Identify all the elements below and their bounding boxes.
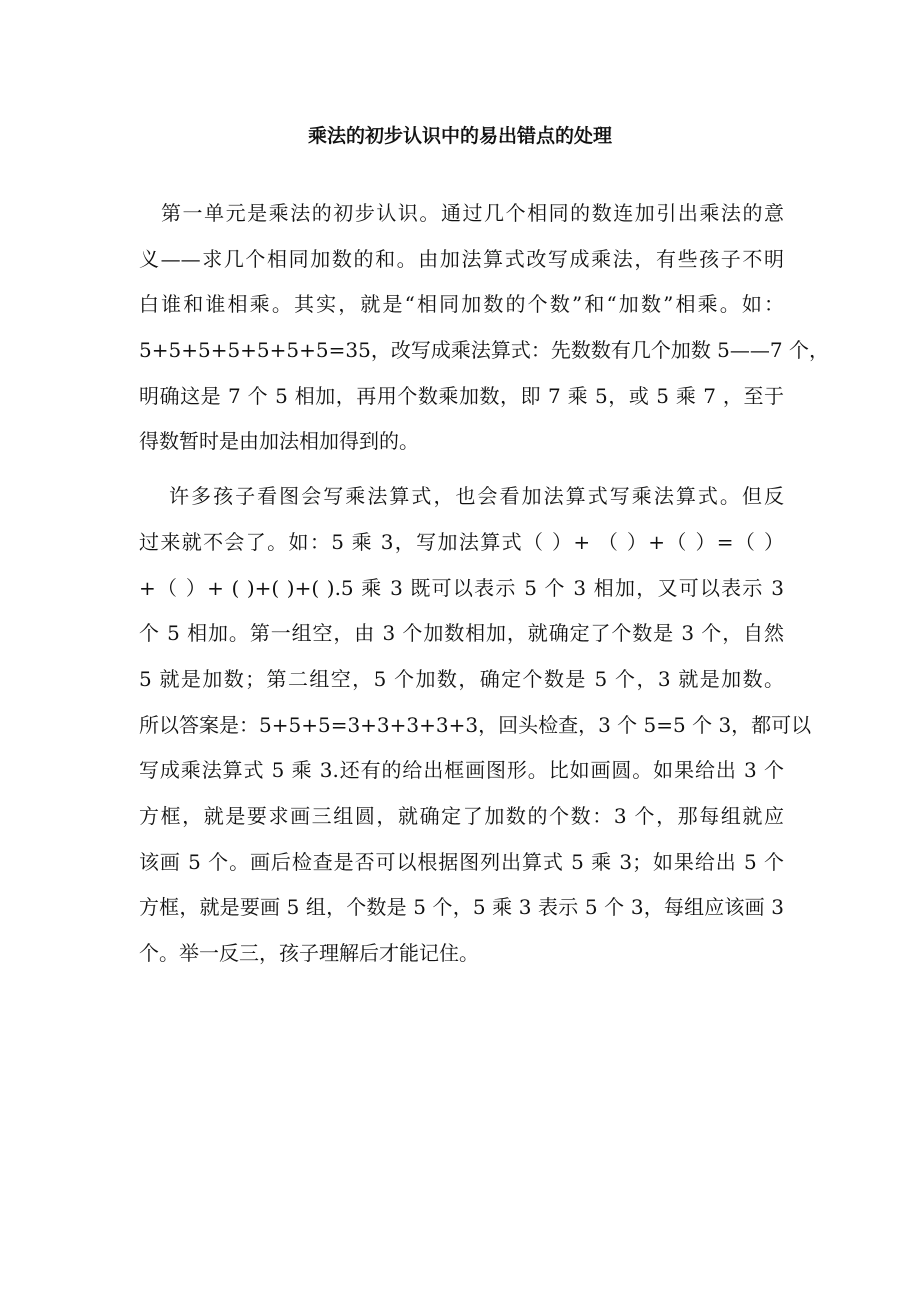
- paragraph-line: 该画 5 个。画后检查是否可以根据图列出算式 5 乘 3；如果给出 5 个: [139, 849, 784, 874]
- paragraph-line: 方框，就是要求画三组圆，就确定了加数的个数：3 个，那每组就应: [139, 803, 784, 828]
- paragraph-line: +（ ）+ ( )+( )+( ).5 乘 3 既可以表示 5 个 3 相加，又可以表示 3: [139, 575, 784, 600]
- paragraph-line: 写成乘法算式 5 乘 3.还有的给出框画图形。比如画圆。如果给出 3 个: [139, 758, 784, 783]
- paragraph-line: 白谁和谁相乘。其实，就是“相同加数的个数”和“加数”相乘。如：: [139, 292, 784, 317]
- paragraph-line: 得数暂时是由加法相加得到的。: [139, 429, 419, 454]
- document-body: [139, 191, 829, 977]
- paragraph-line: 过来就不会了。如：5 乘 3，写加法算式（ ）+ （ ）+（ ）=（ ）: [139, 529, 784, 554]
- paragraph-line: 个。举一反三，孩子理解后才能记住。: [139, 941, 479, 965]
- paragraph-line: 5+5+5+5+5+5+5=35，改写成乘法算式：先数数有几个加数 5——7 个，: [139, 338, 829, 363]
- paragraph-1: [139, 191, 829, 465]
- paragraph-line: 方框，就是要画 5 组，个数是 5 个，5 乘 3 表示 5 个 3，每组应该画 3: [139, 895, 784, 920]
- paragraph-line: 5 就是加数；第二组空，5 个加数，确定个数是 5 个，3 就是加数。: [139, 666, 784, 691]
- paragraph-line: 许多孩子看图会写乘法算式，也会看加法算式写乘法算式。但反: [169, 484, 784, 509]
- paragraph-line: 个 5 相加。第一组空，由 3 个加数相加，就确定了个数是 3 个，自然: [139, 621, 784, 646]
- paragraph-line: 明确这是 7 个 5 相加，再用个数乘加数，即 7 乘 5，或 5 乘 7 ，至于: [139, 383, 784, 408]
- paragraph-2: [139, 474, 812, 977]
- paragraph-spacer: [139, 465, 784, 474]
- paragraph-line: 义——求几个相同加数的和。由加法算式改写成乘法，有些孩子不明: [139, 246, 784, 271]
- paragraph-line: 所以答案是：5+5+5=3+3+3+3+3，回头检查，3 个 5=5 个 3，都可以: [139, 712, 812, 737]
- document-title: 乘法的初步认识中的易出错点的处理: [307, 125, 612, 147]
- paragraph-line: 第一单元是乘法的初步认识。通过几个相同的数连加引出乘法的意: [161, 201, 784, 225]
